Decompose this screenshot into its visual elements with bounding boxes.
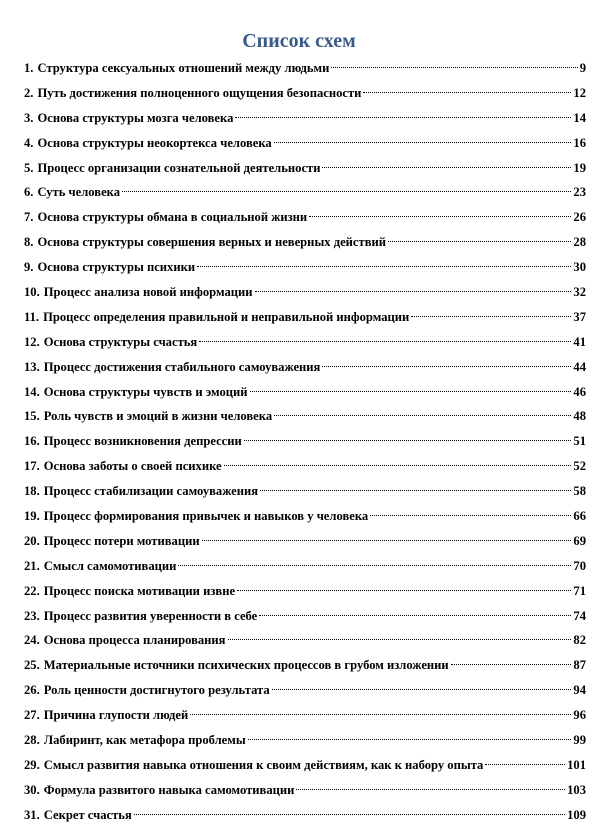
toc-entry[interactable] xyxy=(24,106,586,131)
toc-entry-number: 1. xyxy=(24,61,34,75)
toc-dot-leader xyxy=(274,142,572,143)
toc-entry-number: 29. xyxy=(24,757,40,772)
toc-dot-leader xyxy=(237,590,571,591)
toc-entry-page-number: 69 xyxy=(573,533,586,548)
toc-entry-number: 28. xyxy=(24,733,40,748)
toc-entry-number: 12. xyxy=(24,334,40,349)
toc-entry[interactable] xyxy=(24,753,586,778)
toc-entry-number: 24. xyxy=(24,633,40,648)
toc-entry-title: Основа структуры психики xyxy=(37,260,196,275)
toc-entry[interactable] xyxy=(24,56,586,81)
toc-entry-number: 10. xyxy=(24,285,40,300)
toc-entry[interactable] xyxy=(24,554,586,579)
toc-entry-number: 8. xyxy=(24,235,34,250)
toc-entry-page-number: 41 xyxy=(573,334,586,349)
toc-dot-leader xyxy=(260,490,571,491)
toc-dot-leader xyxy=(190,714,571,715)
toc-entry-title: Основа структуры обмана в социальной жизни xyxy=(37,210,308,225)
toc-dot-leader xyxy=(309,216,571,217)
toc-entry-page-number: 46 xyxy=(573,384,586,399)
toc-dot-leader xyxy=(244,440,572,441)
toc-entry-title: Основа структуры неокортекса человека xyxy=(37,135,272,150)
toc-dot-leader xyxy=(178,565,571,566)
toc-entry[interactable] xyxy=(24,156,586,181)
toc-entry-page-number: 9 xyxy=(579,61,586,75)
toc-entry-number: 17. xyxy=(24,459,40,474)
toc-entry-number: 4. xyxy=(24,135,34,150)
toc-entry-title: Основа заботы о своей психике xyxy=(43,459,222,474)
toc-entry-page-number: 70 xyxy=(573,558,586,573)
toc-entry-title: Основа структуры мозга человека xyxy=(37,110,234,125)
toc-entry-number: 20. xyxy=(24,533,40,548)
toc-entry[interactable] xyxy=(24,803,586,828)
toc-entry-page-number: 52 xyxy=(573,459,586,474)
table-of-contents xyxy=(24,56,586,828)
toc-entry[interactable] xyxy=(24,504,586,529)
toc-entry-number: 26. xyxy=(24,683,40,698)
toc-entry-number: 7. xyxy=(24,210,34,225)
toc-entry-number: 13. xyxy=(24,359,40,374)
toc-entry[interactable] xyxy=(24,604,586,629)
toc-entry-title: Основа структуры счастья xyxy=(43,334,198,349)
toc-dot-leader xyxy=(274,415,571,416)
page-title: Список схем xyxy=(242,30,356,52)
toc-entry-page-number: 44 xyxy=(573,359,586,374)
toc-entry[interactable] xyxy=(24,355,586,380)
toc-entry-title: Лабиринт, как метафора проблемы xyxy=(43,733,246,748)
toc-entry-page-number: 101 xyxy=(567,757,586,772)
toc-entry-page-number: 19 xyxy=(573,160,586,175)
toc-entry-number: 16. xyxy=(24,434,40,449)
toc-entry-page-number: 51 xyxy=(573,434,586,449)
toc-entry-title: Процесс организации сознательной деятельности xyxy=(37,160,321,175)
toc-entry-page-number: 12 xyxy=(573,85,586,100)
toc-entry-page-number: 48 xyxy=(573,409,586,424)
toc-entry-title: Смысл самомотивации xyxy=(43,558,177,573)
toc-entry[interactable] xyxy=(24,280,586,305)
toc-entry-number: 19. xyxy=(24,509,40,524)
toc-entry[interactable] xyxy=(24,728,586,753)
toc-entry-title: Основа структуры совершения верных и неверных действий xyxy=(37,235,387,250)
toc-entry-title: Путь достижения полноценного ощущения безопасности xyxy=(37,85,362,100)
toc-dot-leader xyxy=(272,689,572,690)
toc-entry-title: Основа процесса планирования xyxy=(43,633,226,648)
toc-dot-leader xyxy=(259,615,571,616)
toc-entry-page-number: 71 xyxy=(573,583,586,598)
toc-entry-title: Процесс стабилизации самоуважения xyxy=(43,484,259,499)
toc-entry[interactable] xyxy=(24,404,586,429)
toc-entry-number: 5. xyxy=(24,160,34,175)
toc-entry[interactable] xyxy=(24,678,586,703)
toc-entry-page-number: 99 xyxy=(573,733,586,748)
toc-entry[interactable] xyxy=(24,131,586,156)
toc-dot-leader xyxy=(235,117,571,118)
toc-entry-page-number: 82 xyxy=(573,633,586,648)
toc-entry-number: 21. xyxy=(24,558,40,573)
toc-entry-title: Процесс достижения стабильного самоуважения xyxy=(43,359,321,374)
toc-dot-leader xyxy=(322,167,571,168)
toc-entry[interactable] xyxy=(24,628,586,653)
toc-dot-leader xyxy=(485,764,565,765)
toc-entry-page-number: 30 xyxy=(573,260,586,275)
toc-entry[interactable] xyxy=(24,205,586,230)
toc-entry-title: Процесс потери мотивации xyxy=(43,533,200,548)
toc-entry-title: Процесс определения правильной и неправильной информации xyxy=(43,309,410,324)
toc-entry[interactable] xyxy=(24,255,586,280)
toc-dot-leader xyxy=(331,67,577,68)
toc-entry-page-number: 14 xyxy=(573,110,586,125)
toc-entry-number: 2. xyxy=(24,85,34,100)
toc-entry-number: 22. xyxy=(24,583,40,598)
toc-entry-title: Роль чувств и эмоций в жизни человека xyxy=(43,409,273,424)
toc-entry-title: Причина глупости людей xyxy=(43,708,189,723)
toc-entry[interactable] xyxy=(24,180,586,205)
toc-entry-page-number: 28 xyxy=(573,235,586,250)
toc-entry[interactable] xyxy=(24,230,586,255)
toc-dot-leader xyxy=(202,540,572,541)
toc-entry-title: Суть человека xyxy=(37,185,121,200)
toc-dot-leader xyxy=(322,366,571,367)
toc-entry-number: 15. xyxy=(24,409,40,424)
toc-entry-number: 9. xyxy=(24,260,34,275)
toc-dot-leader xyxy=(388,241,571,242)
toc-dot-leader xyxy=(370,515,571,516)
toc-dot-leader xyxy=(134,814,565,815)
toc-entry-title: Формула развитого навыка самомотивации xyxy=(43,782,295,797)
toc-entry-title: Структура сексуальных отношений между людьми xyxy=(37,61,330,75)
toc-dot-leader xyxy=(250,391,572,392)
toc-entry-title: Процесс анализа новой информации xyxy=(43,285,253,300)
toc-entry[interactable] xyxy=(24,579,586,604)
toc-dot-leader xyxy=(199,341,571,342)
toc-entry[interactable] xyxy=(24,529,586,554)
toc-entry-page-number: 109 xyxy=(567,807,586,822)
toc-entry-number: 25. xyxy=(24,658,40,673)
toc-entry-number: 23. xyxy=(24,608,40,623)
toc-entry-page-number: 94 xyxy=(573,683,586,698)
toc-entry-page-number: 74 xyxy=(573,608,586,623)
toc-entry[interactable] xyxy=(24,479,586,504)
toc-dot-leader xyxy=(197,266,571,267)
toc-entry[interactable] xyxy=(24,653,586,678)
toc-dot-leader xyxy=(255,291,572,292)
toc-entry-page-number: 26 xyxy=(573,210,586,225)
toc-entry-page-number: 37 xyxy=(573,309,586,324)
toc-entry-page-number: 23 xyxy=(573,185,586,200)
toc-entry-number: 31. xyxy=(24,807,40,822)
toc-entry-number: 3. xyxy=(24,110,34,125)
toc-entry-number: 14. xyxy=(24,384,40,399)
toc-entry-title: Роль ценности достигнутого результата xyxy=(43,683,270,698)
toc-entry[interactable] xyxy=(24,429,586,454)
toc-entry[interactable] xyxy=(24,778,586,803)
toc-dot-leader xyxy=(411,316,571,317)
toc-entry-title: Смысл развития навыка отношения к своим действиям, как к набору опыта xyxy=(43,757,484,772)
toc-entry-title: Процесс поиска мотивации извне xyxy=(43,583,236,598)
toc-entry[interactable] xyxy=(24,454,586,479)
toc-entry-page-number: 16 xyxy=(573,135,586,150)
toc-entry-title: Процесс формирования привычек и навыков у человека xyxy=(43,509,369,524)
toc-dot-leader xyxy=(248,739,572,740)
toc-entry[interactable] xyxy=(24,380,586,405)
toc-entry-title: Процесс развития уверенности в себе xyxy=(43,608,258,623)
toc-entry-page-number: 32 xyxy=(573,285,586,300)
toc-entry[interactable] xyxy=(24,81,586,106)
toc-entry-number: 27. xyxy=(24,708,40,723)
toc-entry-page-number: 87 xyxy=(573,658,586,673)
toc-entry[interactable] xyxy=(24,703,586,728)
toc-entry-page-number: 66 xyxy=(573,509,586,524)
toc-entry-page-number: 58 xyxy=(573,484,586,499)
toc-dot-leader xyxy=(122,191,571,192)
toc-entry-title: Материальные источники психических процессов в грубом изложении xyxy=(43,658,449,673)
toc-entry-page-number: 96 xyxy=(573,708,586,723)
toc-dot-leader xyxy=(228,639,572,640)
toc-entry-title: Процесс возникновения депрессии xyxy=(43,434,242,449)
toc-dot-leader xyxy=(451,664,572,665)
toc-dot-leader xyxy=(296,789,565,790)
toc-entry-title: Секрет счастья xyxy=(43,807,132,822)
toc-entry-number: 18. xyxy=(24,484,40,499)
toc-dot-leader xyxy=(224,465,572,466)
toc-entry[interactable] xyxy=(24,330,586,355)
toc-dot-leader xyxy=(363,92,571,93)
toc-entry-number: 6. xyxy=(24,185,34,200)
toc-entry-title: Основа структуры чувств и эмоций xyxy=(43,384,248,399)
toc-entry[interactable] xyxy=(24,305,586,330)
toc-entry-number: 11. xyxy=(24,309,40,324)
toc-entry-number: 30. xyxy=(24,782,40,797)
toc-entry-page-number: 103 xyxy=(567,782,586,797)
